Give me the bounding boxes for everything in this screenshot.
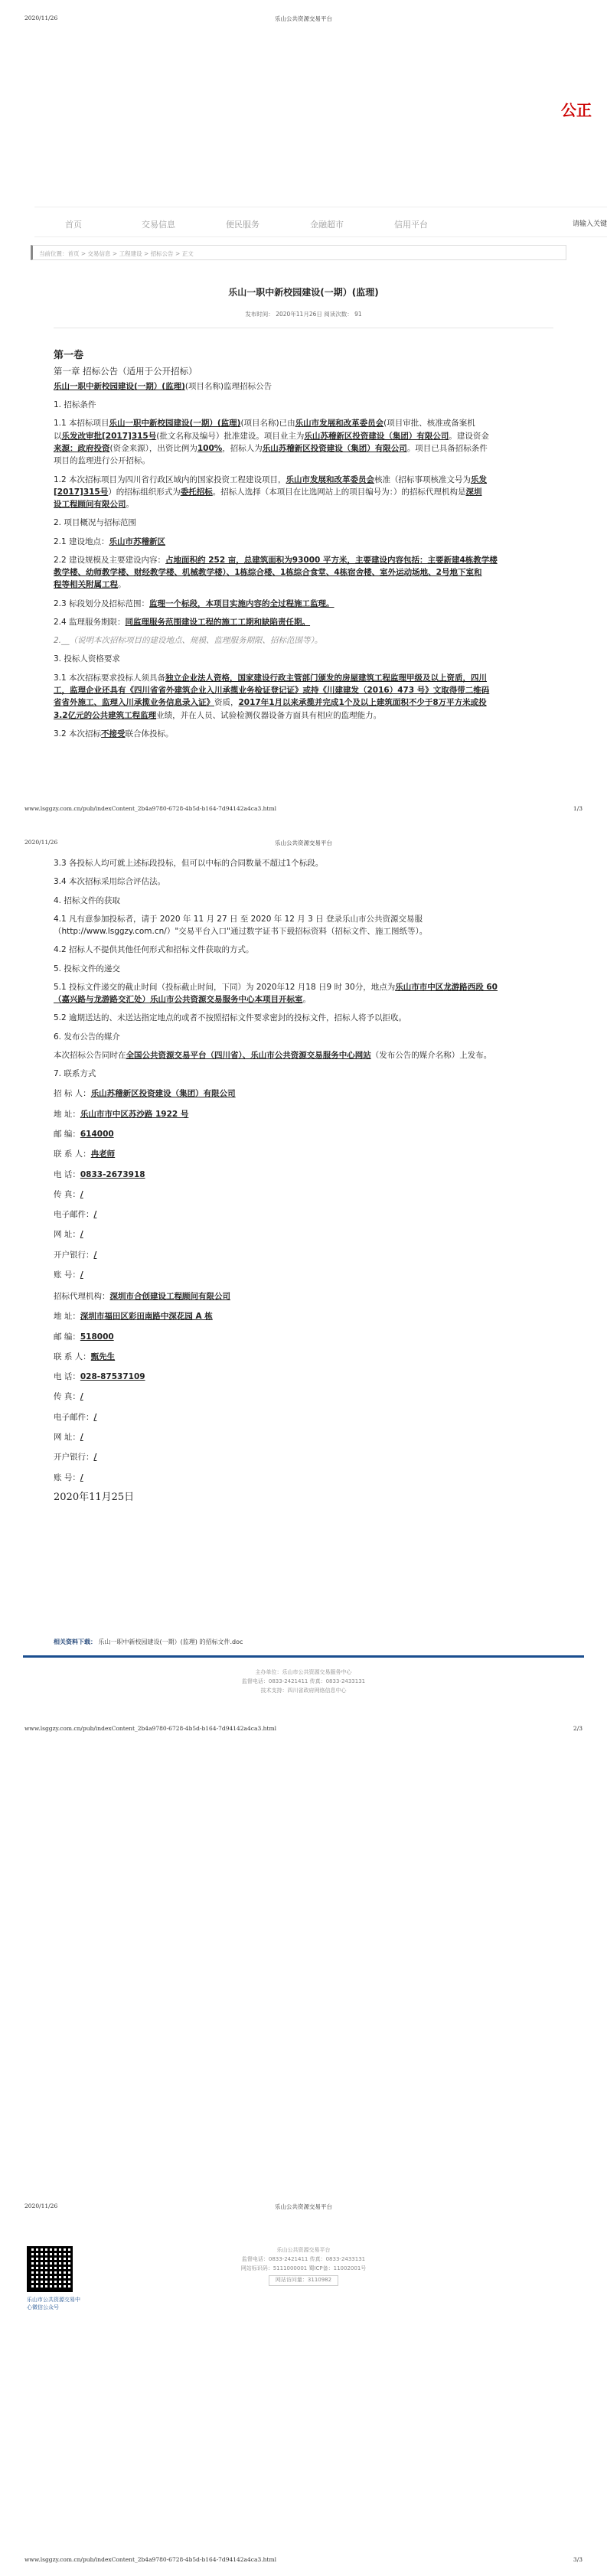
- site-footer-3: [0, 2246, 607, 2286]
- article-meta: 发布时间： 2020年11月26日 阅读次数： 91: [245, 311, 362, 318]
- contact-email: 电子邮件：/: [54, 1210, 97, 1220]
- section-6: 6. 发布公告的媒介: [54, 1032, 120, 1042]
- agent-address: 地 址：深圳市福田区彩田南路中深花园 A 栋: [54, 1312, 213, 1322]
- para-1-1d: 项目的监理进行公开招标。: [54, 456, 150, 466]
- para-2-2c: 程等相关附属工程。: [54, 580, 126, 590]
- agent-web: 网 址：/: [54, 1432, 83, 1442]
- contact-account: 账 号：/: [54, 1270, 83, 1280]
- print-footer-2: [24, 1725, 583, 1732]
- contact-tel: 电 话：0833-2673918: [54, 1169, 145, 1179]
- print-site-title: 乐山公共资源交易平台: [275, 840, 332, 846]
- para-1-2b: [2017]315号）的招标组织形式为委托招标。招标人选择（本项目在比选网站上的项目编号为：）的招标代理机构是深圳: [54, 487, 482, 497]
- print-footer-3: [24, 2556, 583, 2563]
- para-3-1b: 工，监理企业还具有《四川省省外建筑企业入川承揽业务检证登记证》或持《川建建发（2016）473 号》文取得带二维码: [54, 686, 490, 695]
- print-site-title: 乐山公共资源交易平台: [275, 2203, 332, 2210]
- para-2-2b: 教学楼、幼师教学楼、财经教学楼、机械教学楼）、1栋综合楼、1栋综合食堂、4栋宿舍楼、室外运动场地、2号地下室和: [54, 568, 482, 578]
- search-input[interactable]: 请输入关键: [572, 220, 607, 228]
- para-2-2: 2.2 建设规模及主要建设内容：占地面积约 252 亩，总建筑面积为93000 平方米，主要建设内容包括：主要新建4栋教学楼: [54, 555, 498, 565]
- agent-email: 电子邮件：/: [54, 1412, 97, 1422]
- nav-service[interactable]: 便民服务: [226, 220, 259, 230]
- footer-tech: 技术支持：四川省政府网络信息中心: [260, 1687, 347, 1694]
- agent-contact: 联 系 人：甄先生: [54, 1352, 116, 1361]
- para-4-2: 4.2 招标人不提供其他任何形式和招标文件获取的方式。: [54, 945, 254, 955]
- qr-caption: 乐山市公共资源交易中心微信公众号: [27, 2297, 80, 2310]
- print-date: 2020/11/26: [24, 15, 58, 21]
- attachment-row: [54, 1638, 243, 1646]
- footer3-title: 乐山公共资源交易平台: [276, 2247, 331, 2253]
- nav-trade-info[interactable]: 交易信息: [142, 220, 175, 230]
- contact-bank: 开户银行：/: [54, 1250, 97, 1260]
- contact-address: 地 址：乐山市市中区苏沙路 1922 号: [54, 1109, 189, 1119]
- nav-credit[interactable]: 信用平台: [394, 220, 428, 230]
- para-5-2: 5.2 逾期送达的、未送达指定地点的或者不按照招标文件要求密封的投标文件，招标人将予以拒收。: [54, 1013, 407, 1023]
- para-2-1: 2.1 建设地点：乐山市苏稽新区: [54, 536, 166, 546]
- site-footer: [0, 1668, 607, 1696]
- page-number: 1/3: [573, 805, 583, 812]
- para-2-5: 2.__（说明本次招标项目的建设地点、规模、监理服务期限、招标范围等）。: [54, 636, 323, 646]
- para-3-1: 3.1 本次招标要求投标人须具备独立企业法人资格，国家建设行政主管部门颁发的房屋建筑工程监理甲级及以上资质，四川: [54, 673, 488, 683]
- section-3: 3. 投标人资格要求: [54, 654, 120, 664]
- agent-fax: 传 真：/: [54, 1392, 83, 1402]
- notice-heading: 乐山一职中新校园建设(一期）(监理)(项目名称)监理招标公告: [54, 381, 272, 391]
- para-2-3: 2.3 标段划分及招标范围：监理一个标段，本项目实施内容的全过程施工监理。: [54, 598, 335, 608]
- agent-bank: 开户银行：/: [54, 1453, 97, 1462]
- para-1-1: 1.1 本招标项目乐山一职中新校园建设(一期）(监理)(项目名称)已由乐山市发展和改革委员会(项目审批、核准或备案机: [54, 419, 475, 429]
- attachment-label: 相关资料下载：: [54, 1639, 96, 1645]
- contact-tenderer: 招 标 人：乐山苏稽新区投资建设（集团）有限公司: [54, 1089, 236, 1099]
- print-site-title: 乐山公共资源交易平台: [275, 15, 332, 22]
- chapter-title: 第一章 招标公告（适用于公开招标）: [54, 366, 197, 377]
- para-5-1: 5.1 投标文件递交的截止时间（投标截止时间，下同）为 2020年12 月18 日9 时 30分，地点为乐山市市中区龙游路西段 60: [54, 982, 498, 992]
- footer3-icp: 网站标识码：5111000001 蜀ICP备：11002001号: [240, 2265, 367, 2271]
- para-5-1b: （嘉兴路与龙游路交汇处）乐山市公共资源交易服务中心本项目开标室。: [54, 995, 311, 1005]
- contact-web: 网 址：/: [54, 1230, 83, 1240]
- para-3-2: 3.2 本次招标不接受联合体投标。: [54, 729, 174, 739]
- para-2-4: 2.4 监理服务期限：同监理服务范围建设工程的施工工期和缺陷责任期。: [54, 617, 311, 627]
- print-date: 2020/11/26: [24, 2203, 58, 2209]
- volume-title: 第一卷: [54, 350, 84, 361]
- para-3-1c: 省省外施工、监理入川承揽业务信息录入证》资质，2017年1月以来承揽并完成1个及以上建筑面积不少于8万平方米或投: [54, 698, 487, 708]
- page-title: 乐山一职中新校园建设(一期）(监理): [228, 287, 379, 298]
- print-footer-1: [24, 805, 583, 812]
- para-3-4: 3.4 本次招标采用综合评估法。: [54, 877, 166, 887]
- contact-zip: 邮 编：614000: [54, 1129, 114, 1139]
- agent-name: 招标代理机构：深圳市合创建设工程顾问有限公司: [54, 1292, 230, 1302]
- print-date: 2020/11/26: [24, 839, 58, 846]
- contact-person: 联 系 人：冉老师: [54, 1149, 116, 1159]
- para-3-3: 3.3 各投标人均可就上述标段投标，但可以中标的合同数量不超过1个标段。: [54, 859, 324, 868]
- page-number: 2/3: [573, 1725, 583, 1732]
- section-7: 7. 联系方式: [54, 1069, 96, 1079]
- main-nav: [34, 207, 607, 237]
- footer-phone: 监督电话：0833-2421411 传真：0833-2433131: [241, 1678, 366, 1684]
- document-body-1: [54, 348, 607, 740]
- print-header: [0, 0, 607, 22]
- para-4-1b: （http://www.lsggzy.com.cn/）"交易平台入口"通过数字证书下载招标资料（招标文件、施工图纸等）。: [54, 927, 428, 937]
- para-3-1d: 3.2亿元的公共建筑工程监理业绩，并在人员、试验检测仪器设备方面具有相应的监理能力。: [54, 710, 382, 720]
- footer-bar: [23, 1655, 584, 1658]
- footer-sponsor: 主办单位：乐山市公共资源交易服务中心: [255, 1669, 352, 1675]
- para-1-1b: 以乐发改审批[2017]315号(批文名称及编号）批准建设。项目业主为乐山苏稽新区投资建设（集团）有限公司。建设资金: [54, 431, 489, 441]
- print-url: www.lsggzy.com.cn/pub/indexContent_2b4a9780-6728-4b5d-b164-7d94142a4ca3.html: [24, 1725, 276, 1732]
- print-url: www.lsggzy.com.cn/pub/indexContent_2b4a9780-6728-4b5d-b164-7d94142a4ca3.html: [24, 2556, 276, 2563]
- attachment-link[interactable]: 乐山一职中新校园建设(一期）(监理) 的招标文件.doc: [98, 1639, 243, 1645]
- print-header-2: [24, 839, 583, 846]
- footer3-phone: 监督电话：0833-2421411 传真：0833-2433131: [241, 2255, 366, 2262]
- agent-account: 账 号：/: [54, 1472, 83, 1482]
- para-4-1: 4.1 凡有意参加投标者，请于 2020 年 11 月 27 日 至 2020 年 12 月 3 日 登录乐山市公共资源交易服: [54, 914, 423, 924]
- para-1-2: 1.2 本次招标项目为四川省行政区域内的国家投资工程建设项目，乐山市发展和改革委员会核准（招标事项核准文号为乐发: [54, 474, 488, 484]
- agent-tel: 电 话：028-87537109: [54, 1372, 145, 1382]
- page-number: 3/3: [573, 2556, 583, 2563]
- agent-zip: 邮 编：518000: [54, 1332, 114, 1342]
- notice-date: 2020年11月25日: [54, 1491, 135, 1503]
- contact-fax: 传 真：/: [54, 1189, 83, 1199]
- site-logo: 公正: [561, 101, 592, 119]
- section-5: 5. 投标文件的递交: [54, 964, 120, 973]
- visit-counter: 网站访问量：3110982: [269, 2275, 338, 2286]
- section-2: 2. 项目概况与招标范围: [54, 518, 136, 528]
- nav-finance[interactable]: 金融超市: [310, 220, 344, 230]
- breadcrumb: 当前位置：首页 > 交易信息 > 工程建设 > 招标公告 > 正文: [31, 245, 566, 260]
- document-body-2: [54, 857, 607, 1505]
- print-url: www.lsggzy.com.cn/pub/indexContent_2b4a9780-6728-4b5d-b164-7d94142a4ca3.html: [24, 805, 276, 812]
- para-1-2c: 设工程顾问有限公司。: [54, 500, 134, 510]
- nav-home[interactable]: 首页: [65, 220, 82, 230]
- para-6: 本次招标公告同时在全国公共资源交易平台（四川省）、乐山市公共资源交易服务中心网站（发布公告的媒介名称）上发布。: [54, 1050, 492, 1060]
- section-1: 1. 招标条件: [54, 400, 96, 410]
- section-4: 4. 招标文件的获取: [54, 895, 120, 905]
- print-header-3: [24, 2203, 583, 2209]
- para-1-1c: 来源：政府投资(资金来源），出资比例为100%，招标人为乐山苏稽新区投资建设（集团）有限公司。项目已具备招标条件: [54, 444, 488, 454]
